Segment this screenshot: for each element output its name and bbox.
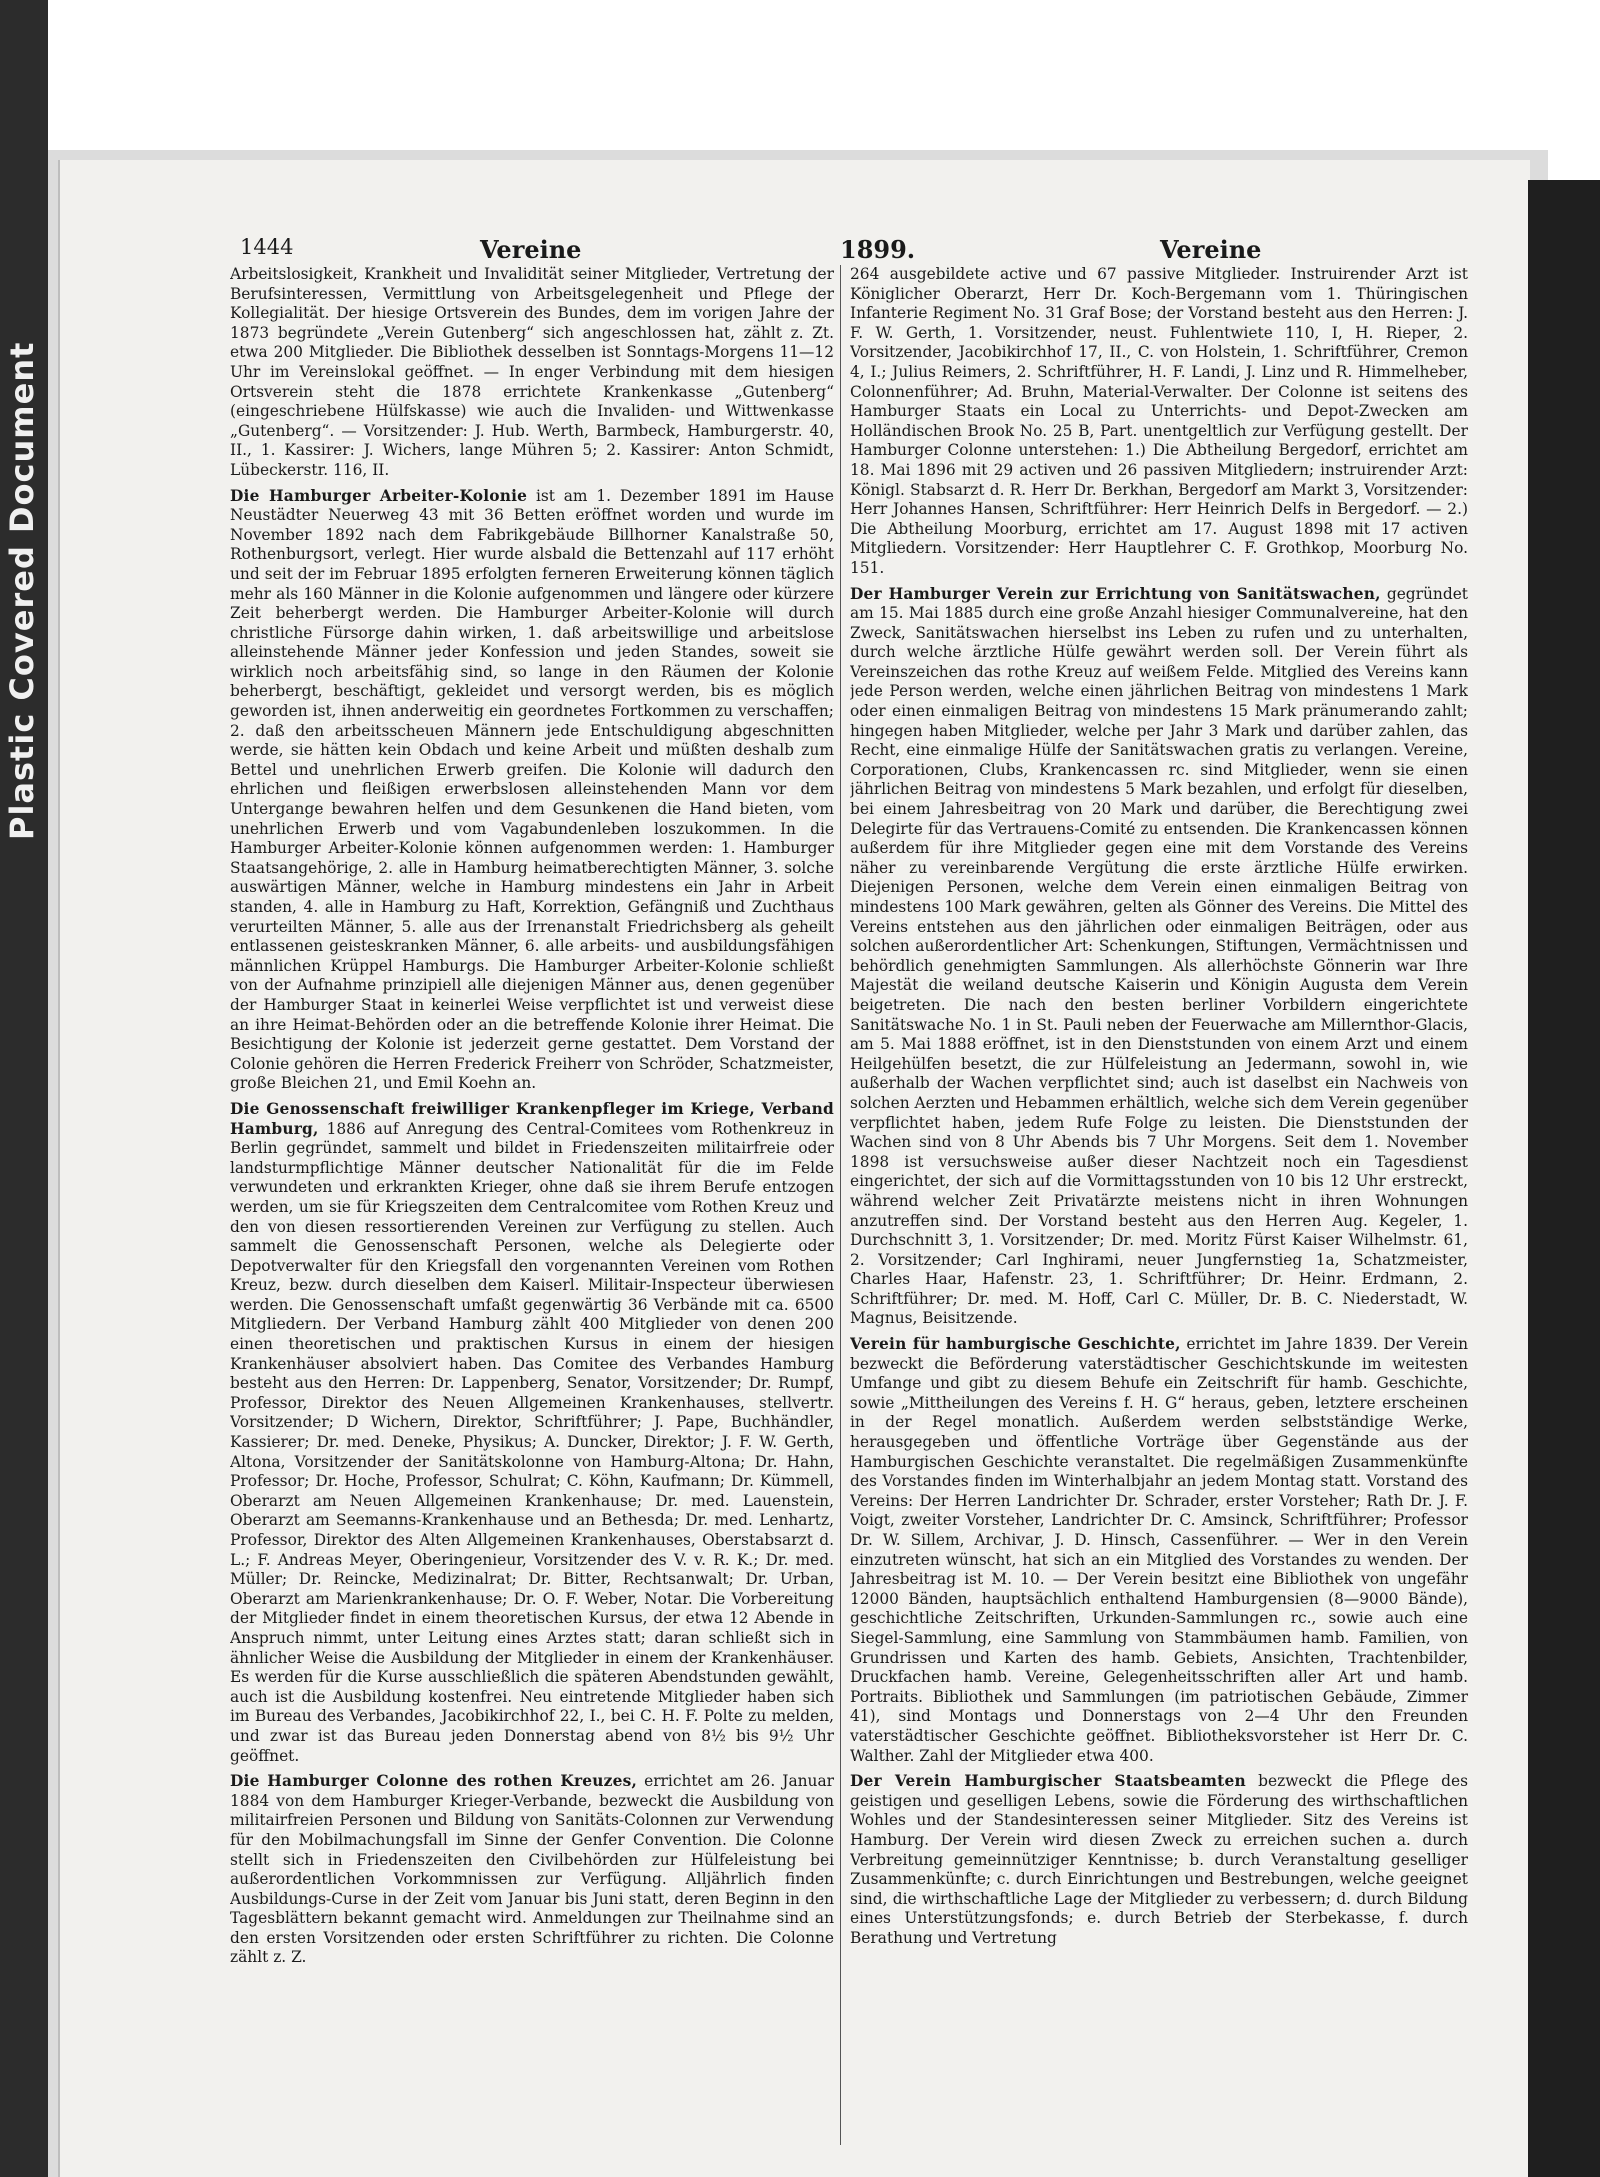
entry-paragraph [230, 1772, 834, 1968]
entry-paragraph [230, 1100, 834, 1766]
entry-text: errichtet am 26. Januar 1884 von dem Hamburger Krieger-Verbande, bezweckt die Ausbildung von militairfreien Personen und Bildung von Sanitäts-Colonnen zur Verwendung für den Mobilmachungsfall im Sinne der Genfer Convention. Die Colonne stellt sich in Friedenszeiten den Civilbehörden zur Hülfeleistung bei außerordentlichen Vorkommnissen zur Verfügung. Alljährlich finden Ausbildungs-Curse in der Zeit vom Januar bis Juni statt, deren Beginn in den Tagesblättern bekannt gemacht wird. Anmeldungen zur Theilnahme sind an den ersten Vorsitzenden oder ersten Schriftführer zu richten. Die Colonne zählt z. Z. [230, 1772, 834, 1967]
entry-paragraph [230, 487, 834, 1094]
plastic-cover-label: Plastic Covered Document [3, 341, 41, 840]
entry-heading: Die Hamburger Colonne des rothen Kreuzes, [230, 1772, 638, 1791]
entry-text: ist am 1. Dezember 1891 im Hause Neustädter Neuerweg 43 mit 36 Betten eröffnet worden und wurde im November 1892 nach dem Fabrikgebäude Billhorner Kanalstraße 50, Rothenburgsort, verlegt. Hier wurde alsbald die Bettenzahl auf 117 erhöht und seit der im Februar 1895 erfolgten ferneren Erweiterung können täglich mehr als 160 Männer in die Kolonie aufgenommen und längere oder kürzere Zeit beherbergt werden. Die Hamburger Arbeiter-Kolonie will durch christliche Fürsorge dahin wirken, 1. daß arbeitswillige und arbeitslose alleinstehende Männer jeder Konfession und jeden Standes, soweit sie wirklich noch arbeitsfähig sind, so lange in den Räumen der Kolonie beherbergt, beschäftigt, gekleidet und versorgt werden, bis es möglich geworden ist, ihnen anderweitig ein geordnetes Fortkommen zu verschaffen; 2. daß den arbeitsscheuen Männern jede Entschuldigung abgeschnitten werde, sie hätten kein Obdach und keine Arbeit und müßten deshalb zum Bettel und unehrlichen Erwerb greifen. Die Kolonie will dadurch den ehrlichen und fleißigen erwerbslosen alleinstehenden Mann vor dem Untergange bewahren helfen und dem Gesunkenen die Hand bieten, vom unehrlichen Erwerb und vom Vagabundenleben loszukommen. In die Hamburger Arbeiter-Kolonie können aufgenommen werden: 1. Hamburger Staatsangehörige, 2. alle in Hamburg heimatberechtigten Männer, 3. solche auswärtigen Männer, welche in Hamburg mindestens ein Jahr in Arbeit standen, 4. alle in Hamburg zu Haft, Korrektion, Gefängniß und Zuchthaus verurteilten Männer, 5. alle aus der Irrenanstalt Friedrichsberg als geheilt entlassenen geisteskranken Männer, 6. alle arbeits- und ausbildungsfähigen männlichen Krüppel Hamburgs. Die Hamburger Arbeiter-Kolonie schließt von der Aufnahme prinzipiell alle diejenigen Männer aus, denen gegenüber der Hamburger Staat in keinerlei Weise verpflichtet ist und verweist diese an ihre Heimat-Behörden oder an die betreffende Kolonie ihrer Heimat. Die Besichtigung der Kolonie ist jederzeit gerne gestattet. Dem Vorstand der Colonie gehören die Herren Frederick Freiherr von Schröder, Schatzmeister, große Bleichen 21, und Emil Koehn an. [230, 486, 834, 1093]
entry-text: gegründet am 15. Mai 1885 durch eine große Anzahl hiesiger Communalvereine, hat den Zweck, Sanitätswachen hierselbst ins Leben zu rufen und zu unterhalten, durch welche ärztliche Hülfe gewährt werden soll. Der Verein führt als Vereinszeichen das rothe Kreuz auf weißem Felde. Mitglied des Vereins kann jede Person werden, welche einen jährlichen Beitrag von mindestens 1 Mark oder einen einmaligen Beitrag von mindestens 15 Mark pränumerando zahlt; hingegen haben Mitglieder, welche per Jahr 3 Mark und darüber zahlen, das Recht, eine einmalige Hülfe der Sanitätswachen gratis zu verlangen. Vereine, Corporationen, Clubs, Krankencassen rc. sind Mitglieder, wenn sie einen jährlichen Beitrag von mindestens 5 Mark bezahlen, und erfolgt für dieselben, bei einem Jahresbeitrag von 20 Mark und darüber, die Berechtigung zwei Delegirte für das Vertrauens-Comité zu entsenden. Die Krankencassen können außerdem für ihre Mitglieder gegen eine mit dem Vorstande des Vereins näher zu vereinbarende Vergütung die erste ärztliche Hülfe erwirken. Diejenigen Personen, welche dem Verein einen einmaligen Beitrag von mindestens 100 Mark gewähren, gelten als Gönner des Vereins. Die Mittel des Vereins entstehen aus den jährlichen oder einmaligen Beiträgen, oder aus solchen außerordentlicher Art: Schenkungen, Stiftungen, Vermächtnissen und behördlich genehmigten Sammlungen. Als allerhöchste Gönnerin war Ihre Majestät die weiland deutsche Kaiserin und Königin Augusta dem Verein beigetreten. Die nach den besten berliner Vorbildern eingerichtete Sanitätswache No. 1 in St. Pauli neben der Feuerwache am Millernthor-Glacis, am 5. Mai 1888 eröffnet, ist in den Dienststunden von einem Arzt und einem Heilgehülfen besetzt, die zur Hülfeleistung an Jedermann, sowohl in, wie außerhalb der Wachen verpflichtet sind; auch ist daselbst ein Nachweis von solchen Aerzten und Hebammen erhältlich, welche sich dem Verein gegenüber verpflichtet haben, jedem Rufe Folge zu leisten. Die Dienststunden der Wachen sind von 8 Uhr Abends bis 7 Uhr Morgens. Seit dem 1. November 1898 ist versuchsweise außer dieser Nachtzeit noch ein Tagesdienst eingerichtet, der sich auf die Vormittagsstunden von 10 bis 12 Uhr erstreckt, während welcher Zeit Privatärzte meistens nicht in ihren Wohnungen anzutreffen sind. Der Vorstand besteht aus den Herren Aug. Kegeler, 1. Durchschnitt 3, 1. Vorsitzender; Dr. med. Moritz Fürst Kaiser Wilhelmstr. 61, 2. Vorsitzender; Carl Inghirami, neuer Jungfernstieg 1a, Schatzmeister, Charles Haar, Hafenstr. 23, 1. Schriftführer; Dr. Heinr. Erdmann, 2. Schriftführer; Dr. med. M. Hoff, Carl C. Müller, Dr. B. C. Niederstadt, W. Magnus, Beisitzende. [850, 584, 1468, 1328]
entry-text: errichtet im Jahre 1839. Der Verein bezweckt die Beförderung vaterstädtischer Geschichtskunde im weitesten Umfange und gibt zu diesem Behufe ein Zeitschrift für hamb. Geschichte, sowie „Mittheilungen des Vereins f. H. G“ heraus, geben, letztere erscheinen in der Regel monatlich. Außerdem werden selbstständige Werke, herausgegeben und öffentliche Vorträge über Gegenstände aus der Hamburgischen Geschichte veranstaltet. Die regelmäßigen Zusammenkünfte des Vorstandes finden im Winterhalbjahr an jedem Montag statt. Vorstand des Vereins: Der Herren Landrichter Dr. Schrader, erster Vorsteher; Rath Dr. J. F. Voigt, zweiter Vorsteher, Landrichter Dr. C. Amsinck, Schriftführer; Professor Dr. W. Sillem, Archivar, J. D. Hinsch, Cassenführer. — Wer in den Verein einzutreten wünscht, hat sich an ein Mitglied des Vorstandes zu wenden. Der Jahresbeitrag ist M. 10. — Der Verein besitzt eine Bibliothek von ungefähr 12000 Bänden, hauptsächlich enthaltend Hamburgensien (8—9000 Bände), geschichtliche Zeitschriften, Urkunden-Sammlungen rc., sowie auch eine Siegel-Sammlung, eine Sammlung von Stammbäumen hamb. Familien, von Grundrissen und Karten des hamb. Gebiets, Ansichten, Trachtenbilder, Druckfachen hamb. Vereine, Gelegenheitsschriften aller Art und hamb. Portraits. Bibliothek und Sammlungen (im patriotischen Gebäude, Zimmer 41), sind Montags und Donnerstags von 2—4 Uhr den Freunden vaterstädtischer Geschichte geöffnet. Bibliotheksvorsteher ist Herr Dr. C. Walther. Zahl der Mitglieder etwa 400. [850, 1335, 1468, 1765]
entry-heading: Der Hamburger Verein zur Errichtung von Sanitätswachen, [850, 584, 1381, 603]
entry-text: 264 ausgebildete active und 67 passive Mitglieder. Instruirender Arzt ist Königlicher Oberarzt, Herr Dr. Koch-Bergemann vom 1. Thüringischen Infanterie Regiment No. 31 Graf Bose; der Vorstand besteht aus den Herren: J. F. W. Gerth, 1. Vorsitzender, neust. Fuhlentwiete 110, I, H. Rieper, 2. Vorsitzender, Jacobikirchhof 17, II., C. von Holstein, 1. Schriftführer, Cremon 4, I.; Julius Reimers, 2. Schriftführer, H. F. Landi, J. Linz und R. Himmelheber, Colonnenführer; Ad. Bruhn, Material-Verwalter. Der Colonne ist seitens des Hamburger Staats ein Local zu Unterrichts- und Depot-Zwecken am Holländischen Brook No. 25 B, Part. unentgeltlich zur Verfügung gestellt. Der Hamburger Colonne unterstehen: 1.) Die Abtheilung Bergedorf, errichtet am 18. Mai 1896 mit 29 activen und 26 passiven Mitgliedern; instruirender Arzt: Königl. Stabsarzt d. R. Herr Dr. Berkhan, Bergedorf am Markt 3, Vorsitzender: Herr Johannes Hansen, Schriftführer: Herr Heinrich Delfs in Bergedorf. — 2.) Die Abtheilung Moorburg, errichtet am 17. August 1898 mit 17 activen Mitgliedern. Vorsitzender: Herr Hauptlehrer C. F. Grothkop, Moorburg No. 151. [850, 265, 1468, 577]
entry-text: Arbeitslosigkeit, Krankheit und Invalidität seiner Mitglieder, Vertretung der Berufsinteressen, Vermittlung von Arbeitsgelegenheit und Pflege der Kollegialität. Der hiesige Ortsverein des Bundes, dem im vorigen Jahre der 1873 begründete „Verein Gutenberg“ sich angeschlossen hat, zählt z. Zt. etwa 200 Mitglieder. Die Bibliothek desselben ist Sonntags-Morgens 11—12 Uhr im Vereinslokal geöffnet. — In enger Verbindung mit dem hiesigen Ortsverein steht die 1878 errichtete Krankenkasse „Gutenberg“ (eingeschriebene Hülfskasse) wie auch die Invaliden- und Wittwenkasse „Gutenberg“. — Vorsitzender: J. Hub. Werth, Barmbeck, Hamburgerstr. 40, II., 1. Kassirer: J. Wichers, lange Mühren 5; 2. Kassirer: Anton Schmidt, Lübeckerstr. 116, II. [230, 265, 834, 479]
entry-heading: Die Genossenschaft freiwilliger Krankenpfleger im Kriege, Verband Hamburg, [230, 1099, 834, 1138]
left-column [230, 265, 834, 2165]
entry-paragraph [850, 1772, 1468, 1948]
entry-text: bezweckt die Pflege des geistigen und geselligen Lebens, sowie die Förderung des wirthschaftlichen Wohles und der Standesinteressen seiner Mitglieder. Sitz des Vereins ist Hamburg. Der Verein wird diesen Zweck zu erreichen suchen a. durch Verbreitung gemeinnütziger Kenntnisse; b. durch Veranstaltung geselliger Zusammenkünfte; c. durch Einrichtungen und Bestrebungen, welche geeignet sind, die wirthschaftliche Lage der Mitglieder zu verbessern; d. durch Bildung eines Unterstützungsfonds; e. durch Betrieb der Sterbekasse, f. durch Berathung und Vertretung [850, 1772, 1468, 1947]
entry-heading: Die Hamburger Arbeiter-Kolonie [230, 486, 528, 505]
entry-paragraph [230, 265, 834, 481]
entry-paragraph [850, 585, 1468, 1330]
entry-paragraph [850, 265, 1468, 579]
right-column [850, 265, 1468, 2165]
column-divider [840, 265, 841, 2145]
entry-text: 1886 auf Anregung des Central-Comitees vom Rothenkreuz in Berlin gegründet, sammelt und bildet in Friedenszeiten militairfreie oder landsturmpflichtige Männer deutscher Nationalität für die im Felde verwundeten und erkrankten Krieger, ohne daß sie ihrem Berufe entzogen werden, um sie für Kriegszeiten dem Centralcomitee vom Rothen Kreuz und den von diesen ressortierenden Vereinen zur Verfügung zu stellen. Auch sammelt die Genossenschaft Personen, welche als Delegierte oder Depotverwalter für den Kriegsfall den vorgenannten Vereinen vom Rothen Kreuz, bezw. durch dieselben dem Kaiserl. Militair-Inspecteur überwiesen werden. Die Genossenschaft umfaßt gegenwärtig 36 Verbände mit ca. 6500 Mitgliedern. Der Verband Hamburg zählt 400 Mitglieder von denen 200 einen theoretischen und praktischen Kursus in einem der hiesigen Krankenhäuser absolviert haben. Das Comitee des Verbandes Hamburg besteht aus den Herren: Dr. Lappenberg, Senator, Vorsitzender; Dr. Rumpf, Professor, Direktor des Neuen Allgemeinen Krankenhauses, stellvertr. Vorsitzender; D Wichern, Direktor, Schriftführer; J. Pape, Buchhändler, Kassierer; Dr. med. Deneke, Physikus; A. Duncker, Direktor; J. F. W. Gerth, Altona, Vorsitzender der Sanitätskolonne von Hamburg-Altona; Dr. Hahn, Professor; Dr. Hoche, Professor, Schulrat; C. Köhn, Kaufmann; Dr. Kümmell, Oberarzt am Neuen Allgemeinen Krankenhause; Dr. med. Lauenstein, Oberarzt am Seemanns-Krankenhause und an Bethesda; Dr. med. Lenhartz, Professor, Direktor des Alten Allgemeinen Krankenhauses, Oberstabsarzt d. L.; F. Andreas Meyer, Oberingenieur, Vorsitzender des V. v. R. K.; Dr. med. Müller; Dr. Reincke, Medizinalrat; Dr. Bitter, Rechtsanwalt; Dr. Urban, Oberarzt am Marienkrankenhause; Dr. O. F. Weber, Notar. Die Vorbereitung der Mitglieder findet in einem theoretischen Kursus, der etwa 12 Abende in Anspruch nimmt, unter Leitung eines Arztes statt; daran schließt sich in ähnlicher Weise die Ausbildung der Mitglieder in einem der Krankenhäuser. Es werden für die Kurse ausschließlich die späteren Abendstunden gewählt, auch ist die Ausbildung kostenfrei. Neu eintretende Mitglieder haben sich im Bureau des Verbandes, Jacobikirchhof 22, I., bei C. H. F. Polte zu melden, und zwar ist das Bureau jeden Donnerstag abend von 8½ bis 9½ Uhr geöffnet. [230, 1119, 834, 1765]
entry-heading: Der Verein Hamburgischer Staatsbeamten [850, 1772, 1246, 1791]
page-number: 1444 [240, 235, 294, 259]
scan-border-right [1528, 180, 1600, 2177]
header-right-title: Vereine [1160, 235, 1262, 264]
entry-paragraph [850, 1335, 1468, 1766]
header-year: 1899. [840, 235, 916, 264]
header-left-title: Vereine [480, 235, 582, 264]
entry-heading: Verein für hamburgische Geschichte, [850, 1335, 1181, 1354]
